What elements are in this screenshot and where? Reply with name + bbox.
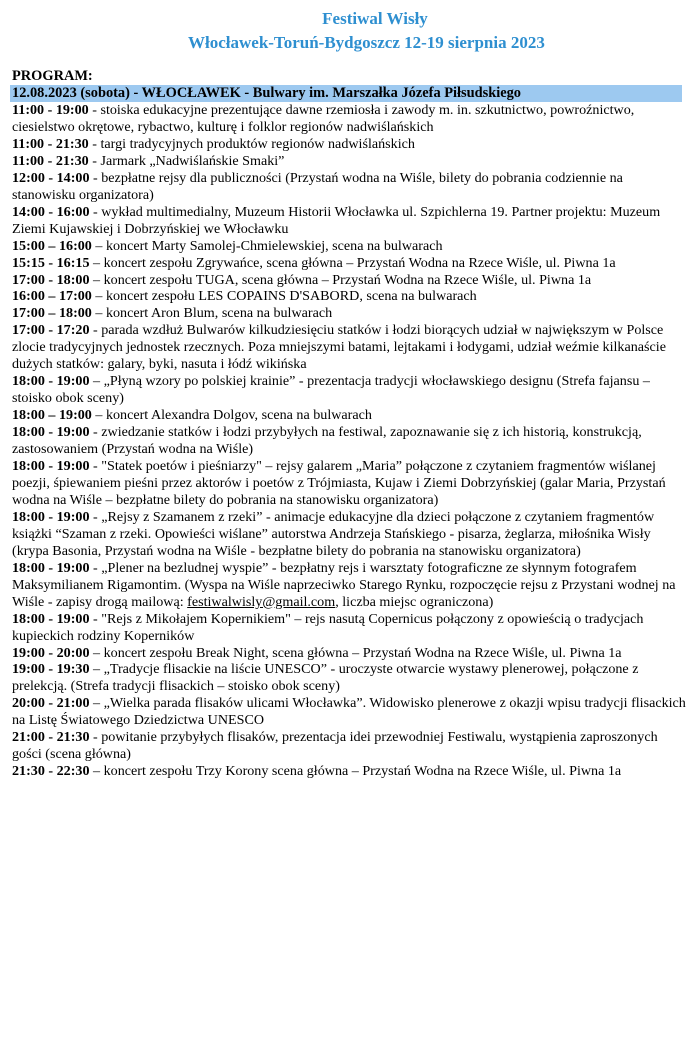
event-description: – koncert Aron Blum, scena na bulwarach: [91, 305, 333, 322]
event-time: 17:00 - 17:20: [12, 322, 90, 339]
event-time: 18:00 - 19:00: [12, 373, 90, 390]
event-item: [12, 424, 688, 458]
event-time: 18:00 - 19:00: [12, 458, 90, 475]
event-item: [12, 322, 688, 373]
program-label: PROGRAM:: [12, 68, 93, 84]
event-time: 15:00 – 16:00: [12, 237, 92, 254]
event-item: [12, 645, 688, 662]
event-item: [12, 611, 688, 645]
event-item: [12, 373, 688, 407]
event-time: 21:00 - 21:30: [12, 729, 90, 746]
event-time: 19:00 - 19:30: [12, 661, 90, 678]
event-item: [12, 238, 688, 255]
event-item: [12, 560, 688, 611]
event-description: - "Statek poetów i pieśniarzy" – rejsy galarem „Maria” połączone z czytaniem fragmentów wiślanej poezji, śpiewaniem pieśni przez aktorów i poetów z Trójmiasta, Kujaw i Ziemi Dobrzyńskiej (galar Maria, Przystań wodna na Wiśle – bezpłatne bilety do pobrania na stanowisku organizatora): [12, 458, 666, 508]
event-description: - zwiedzanie statków i łodzi przybyłych na festiwal, zapoznawanie się z ich historią, konstrukcją, zastosowaniem (Przystań wodna na Wiśle): [12, 424, 642, 458]
festival-subtitle: Włocławek-Toruń-Bydgoszcz 12-19 sierpnia 2023: [188, 33, 545, 52]
event-description: - „Plener na bezludnej wyspie” - bezpłatny rejs i warsztaty fotograficzne ze słynnym fotografem Maksymilianem Rigamontim. (Wyspa na Wiśle naprzeciwko Starego Rynku, rozpoczęcie rejsu z Przystani wodnej na Wiśle - zapisy drogą mailową:: [12, 559, 676, 610]
event-description: - "Rejs z Mikołajem Kopernikiem" – rejs nasutą Copernicus połączony z opowieścią o tradycjach kupieckich rodziny Koperników: [12, 610, 644, 644]
event-description-end: , liczba miejsc ograniczona): [335, 593, 494, 610]
event-time: 15:15 - 16:15: [12, 254, 90, 271]
event-item: [12, 509, 688, 560]
event-item: [12, 305, 688, 322]
event-list: [12, 102, 688, 780]
event-time: 16:00 – 17:00: [12, 288, 92, 305]
event-item: [12, 102, 688, 136]
event-item: [12, 153, 688, 170]
event-description: – koncert zespołu TUGA, scena główna – Przystań Wodna na Rzece Wiśle, ul. Piwna 1a: [89, 271, 592, 288]
event-description: – koncert zespołu Trzy Korony scena główna – Przystań Wodna na Rzece Wiśle, ul. Piwna 1a: [89, 763, 622, 780]
event-item: [12, 288, 688, 305]
event-description: – koncert zespołu Zgrywańce, scena główna – Przystań Wodna na Rzece Wiśle, ul. Piwna 1a: [89, 254, 616, 271]
event-description: – „Płyną wzory po polskiej krainie” - prezentacja tradycji włocławskiego designu (Strefa fajansu – stoisko obok sceny): [12, 373, 650, 407]
event-item: [12, 407, 688, 424]
email-link[interactable]: festiwalwisly@gmail.com: [187, 593, 336, 610]
event-description: – koncert zespołu LES COPAINS D'SABORD, scena na bulwarach: [91, 288, 477, 305]
event-item: [12, 763, 688, 780]
event-time: 21:30 - 22:30: [12, 763, 90, 780]
event-description: - stoiska edukacyjne prezentujące dawne rzemiosła i zawody m. in. szkutnictwo, powroźnictwo, ciesielstwo okrętowe, rybactwo, kulturę i folklor regionów nadwiślańskich: [12, 102, 635, 135]
event-time: 17:00 – 18:00: [12, 305, 92, 322]
event-description: – koncert Alexandra Dolgov, scena na bulwarach: [91, 407, 372, 424]
event-item: [12, 170, 688, 204]
event-time: 20:00 - 21:00: [12, 695, 90, 712]
event-description: - Jarmark „Nadwiślańskie Smaki”: [88, 152, 285, 169]
event-time: 17:00 - 18:00: [12, 271, 90, 288]
event-description: - parada wzdłuż Bulwarów kilkudziesięciu statków i łodzi biorących udział w największym w Polsce zlocie tradycyjnych jednostek rzecznych. Poza mniejszymi batami, lejtakami i łodygami, udział weźmie kilkanaście dużych statków: galary, byki, nasuta i łódź wikińska: [12, 322, 666, 373]
event-description: – „Tradycje flisackie na liście UNESCO” - uroczyste otwarcie wystawy plenerowej, połączone z prelekcją. (Strefa tradycji flisackich – stoisko obok sceny): [12, 661, 639, 695]
event-time: 14:00 - 16:00: [12, 203, 90, 220]
event-description: - powitanie przybyłych flisaków, prezentacja idei przewodniej Festiwalu, wystąpienia zaproszonych gości (scena główna): [12, 729, 658, 763]
event-item: [12, 204, 688, 238]
event-description: - wykład multimedialny, Muzeum Historii Włocławka ul. Szpichlerna 19. Partner projektu: Muzeum Ziemi Kujawskiej i Dobrzyńskiej we Włocławku: [12, 203, 661, 237]
event-time: 11:00 - 21:30: [12, 135, 89, 152]
event-item: [12, 136, 688, 153]
event-description: – koncert Marty Samolej-Chmielewskiej, scena na bulwarach: [91, 237, 443, 254]
event-item: [12, 729, 688, 763]
event-description: - targi tradycyjnych produktów regionów nadwiślańskich: [88, 135, 415, 152]
event-time: 18:00 - 19:00: [12, 424, 90, 441]
event-description: - „Rejsy z Szamanem z rzeki” - animacje edukacyjne dla dzieci połączone z czytaniem fragmentów książki “Szaman z rzeki. Opowieści wiślane” autorstwa Andrzeja Stańskiego - pisarza, żeglarza, miłośnika Wisły (krypa Basonia, Przystań wodna na Wiśle - bezpłatne bilety do pobrania na stanowisku organizatora): [12, 508, 655, 559]
event-item: [12, 661, 688, 695]
event-time: 19:00 - 20:00: [12, 644, 90, 661]
event-time: 11:00 - 21:30: [12, 152, 89, 169]
event-item: [12, 255, 688, 272]
festival-title: Festiwal Wisły: [322, 9, 428, 28]
event-item: [12, 272, 688, 289]
event-item: [12, 458, 688, 509]
event-description: – „Wielka parada flisaków ulicami Włocławka”. Widowisko plenerowe z okazji wpisu tradycji flisackich na Listę Światowego Dziedzictwa UNESCO: [12, 695, 686, 729]
event-time: 11:00 - 19:00: [12, 102, 89, 118]
event-time: 18:00 – 19:00: [12, 407, 92, 424]
event-time: 18:00 - 19:00: [12, 559, 90, 576]
event-time: 18:00 - 19:00: [12, 508, 90, 525]
event-item: [12, 695, 688, 729]
event-time: 12:00 - 14:00: [12, 169, 90, 186]
event-time: 18:00 - 19:00: [12, 610, 90, 627]
event-description: - bezpłatne rejsy dla publiczności (Przystań wodna na Wiśle, bilety do pobrania codziennie na stanowisku organizatora): [12, 169, 623, 203]
day-header: 12.08.2023 (sobota) - WŁOCŁAWEK - Bulwary im. Marszałka Józefa Piłsudskiego: [10, 85, 682, 102]
event-description: – koncert zespołu Break Night, scena główna – Przystań Wodna na Rzece Wiśle, ul. Piwna 1a: [89, 644, 622, 661]
